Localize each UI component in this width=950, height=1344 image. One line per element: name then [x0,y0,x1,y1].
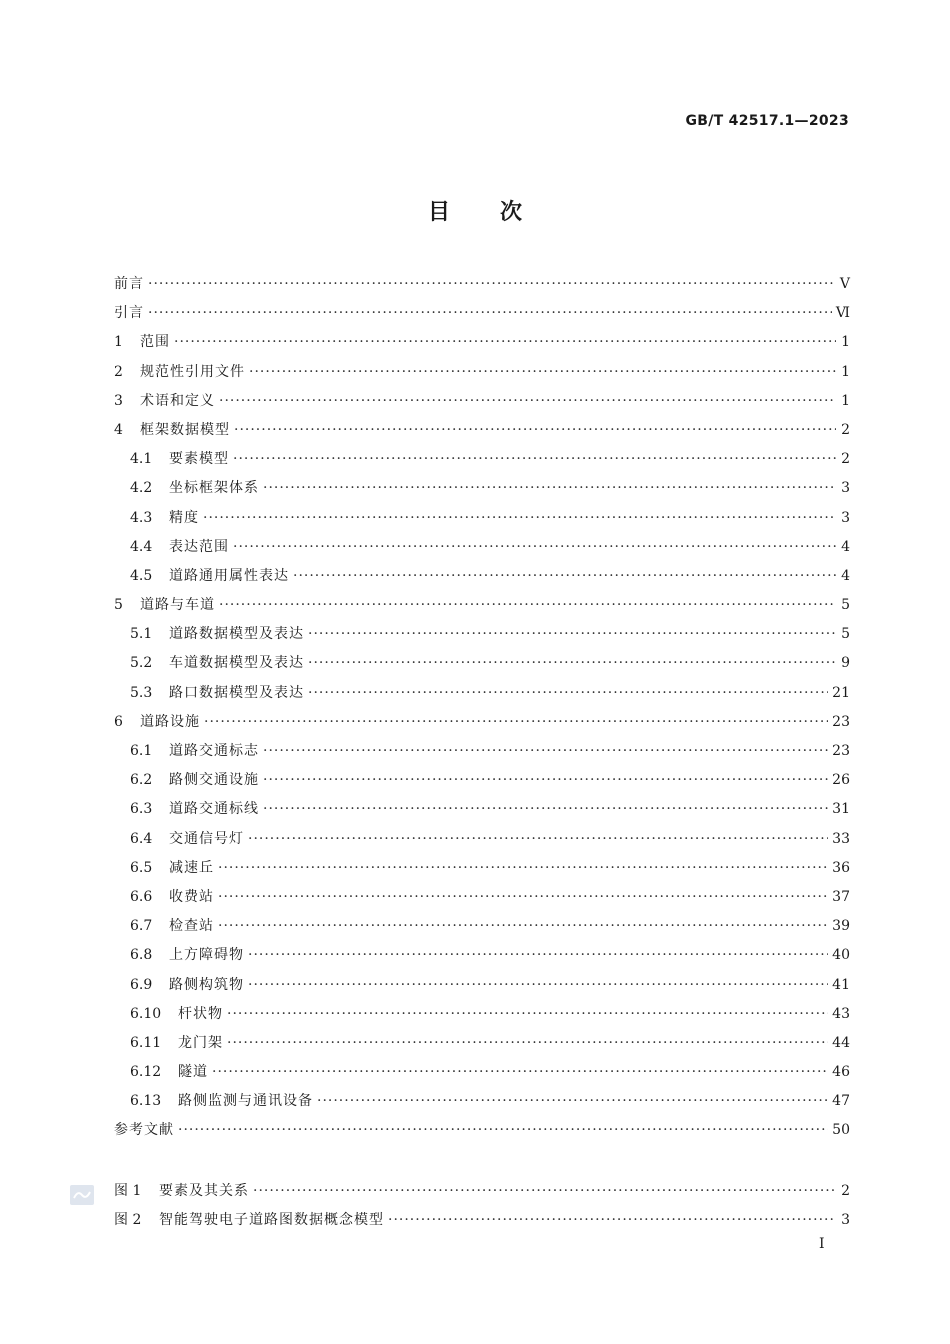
toc-entry[interactable] [114,1029,850,1058]
dot-leader [219,591,836,620]
toc-entry-label: 要素及其关系 [159,1183,249,1199]
toc-entry[interactable] [114,1087,850,1116]
toc-entry-label: 交通信号灯 [169,830,244,847]
toc-entry-label: 路侧交通设施 [169,772,259,789]
toc-entry-label: 术语和定义 [140,392,215,409]
toc-entry-number: 6.12 [130,1064,162,1081]
toc-entry-number: 6.8 [130,947,153,964]
toc-entry[interactable] [114,387,850,416]
toc-entry-number: 4.2 [130,480,153,497]
toc-entry-number: 4.3 [130,509,153,526]
toc-entry-page: Ⅵ [835,305,850,322]
toc-entry[interactable] [114,1206,850,1235]
toc-entry[interactable] [114,795,850,824]
dot-leader [219,387,836,416]
toc-entry-page: 2 [841,451,850,468]
toc-entry-page: 3 [841,1212,850,1229]
toc-entry-number: 1 [114,334,123,351]
toc-entry-number: 6.7 [130,918,153,935]
toc-entry-page: 3 [841,480,850,497]
dot-leader [263,795,828,824]
toc-entry-label: 表达范围 [169,538,229,555]
toc-entry[interactable] [114,562,850,591]
dot-leader [317,1087,828,1116]
toc-entry[interactable] [114,1116,850,1145]
toc-entry[interactable] [114,620,850,649]
dot-leader [148,270,836,299]
toc-entry-page: 5 [841,597,850,614]
toc-entry-number: 4.4 [130,538,153,555]
toc-entry-number: 6.2 [130,772,153,789]
toc-entry-page: 1 [841,363,850,380]
toc-entry[interactable] [114,474,850,503]
toc-entry-page: 36 [832,859,850,876]
toc-entry-label: 框架数据模型 [140,421,230,438]
toc-entry[interactable] [114,737,850,766]
toc-entry-page: 31 [832,801,850,818]
toc-entry-label: 规范性引用文件 [140,363,245,380]
toc-entry-label: 车道数据模型及表达 [169,655,304,672]
toc-entry-label: 路侧构筑物 [169,976,244,993]
toc-entry-page: 26 [832,772,850,789]
page-title: 目次 [427,200,572,225]
toc-entry[interactable] [114,591,850,620]
dot-leader [233,533,836,562]
toc-entry-page: 2 [841,1183,850,1199]
dot-leader [308,649,836,678]
toc-entry[interactable] [114,445,850,474]
dot-leader [218,883,828,912]
toc-entry-label: 前言 [114,276,144,292]
toc-entry-number: 6.4 [130,830,153,847]
toc-entry[interactable] [114,328,850,357]
toc-entry-number: 5.3 [130,684,153,701]
toc-entry[interactable] [114,504,850,533]
toc-entry-page: 39 [832,918,850,935]
toc-entry-page: 41 [832,976,850,993]
toc-entry-label: 道路与车道 [140,597,215,614]
dot-leader [253,1177,836,1206]
toc-entry-label: 范围 [140,334,170,351]
dot-leader [212,1058,828,1087]
toc-entry[interactable] [114,708,850,737]
toc-entry-number: 6.9 [130,976,153,993]
toc-entry-number: 6.6 [130,888,153,905]
dot-leader [248,941,828,970]
dot-leader [178,1116,828,1145]
toc-entry-page: Ⅴ [839,276,850,292]
toc-entry-label: 隧道 [178,1064,208,1081]
toc-entry-page: 23 [832,713,850,730]
toc-entry-label: 检查站 [169,918,214,935]
toc-entry-label: 引言 [114,305,144,322]
toc-entry-label: 坐标框架体系 [169,480,259,497]
toc-entry-page: 47 [832,1093,850,1110]
toc-entry-page: 4 [841,538,850,555]
toc-entry-number: 图 2 [114,1212,142,1229]
toc-entry[interactable] [114,1058,850,1087]
dot-leader [263,474,836,503]
toc-entry-label: 龙门架 [178,1034,223,1051]
toc-entry-number: 5.2 [130,655,153,672]
toc-entry-number: 3 [114,392,123,409]
toc-entry-label: 上方障碍物 [169,947,244,964]
toc-entry[interactable] [114,533,850,562]
toc-entry-label: 路侧监测与通讯设备 [178,1093,313,1110]
toc-entry-label: 杆状物 [178,1005,223,1022]
toc-entry[interactable] [114,679,850,708]
toc-entry-label: 参考文献 [114,1122,174,1139]
toc-entry-number: 4 [114,421,123,438]
toc-entry-page: 46 [832,1064,850,1081]
dot-leader [148,299,832,328]
toc-entry-page: 21 [832,684,850,701]
dot-leader [293,562,836,591]
figure-list [114,1177,850,1235]
toc-entry-number: 图 1 [114,1183,142,1199]
toc-entry-label: 智能驾驶电子道路图数据概念模型 [159,1212,384,1229]
toc-entry-page: 4 [841,567,850,584]
toc-entry-label: 减速丘 [169,859,214,876]
toc-entry-page: 44 [832,1034,850,1051]
toc-entry[interactable] [114,971,850,1000]
dot-leader [308,679,828,708]
sac-logo-icon [69,1184,95,1206]
toc-entry-label: 道路通用属性表达 [169,567,289,584]
dot-leader [227,1029,828,1058]
toc-entry[interactable] [114,941,850,970]
toc-entry-number: 2 [114,363,123,380]
toc-entry[interactable] [114,854,850,883]
toc-entry-number: 6.13 [130,1093,162,1110]
toc-entry-number: 6 [114,713,123,730]
toc-entry-page: 1 [841,392,850,409]
toc-entry-page: 43 [832,1005,850,1022]
toc-entry-number: 4.1 [130,451,153,468]
toc-entry-page: 9 [841,655,850,672]
toc-entry-number: 6.10 [130,1005,162,1022]
toc-entry-label: 收费站 [169,888,214,905]
dot-leader [204,708,828,737]
dot-leader [249,358,836,387]
toc-entry-page: 50 [832,1122,850,1139]
toc-entry-label: 道路数据模型及表达 [169,626,304,643]
toc-entry-label: 道路设施 [140,713,200,730]
toc-entry[interactable] [114,358,850,387]
dot-leader [218,912,828,941]
dot-leader [203,504,836,533]
dot-leader [248,971,828,1000]
toc-entry-number: 6.3 [130,801,153,818]
toc-entry-number: 6.1 [130,743,153,759]
dot-leader [227,1000,828,1029]
toc-entry-number: 4.5 [130,567,153,584]
toc-entry[interactable] [114,649,850,678]
toc-entry-number: 6.11 [130,1034,162,1051]
toc-entry-label: 要素模型 [169,451,229,468]
toc-entry-page: 23 [832,743,850,759]
dot-leader [248,825,828,854]
toc-entry-label: 精度 [169,509,199,526]
toc-entry-page: 5 [841,626,850,643]
dot-leader [218,854,828,883]
dot-leader [388,1206,836,1235]
toc-entry-page: 2 [841,421,850,438]
toc-entry-label: 路口数据模型及表达 [169,684,304,701]
toc-entry[interactable] [114,766,850,795]
standard-code: GB/T 42517.1—2023 [685,113,849,129]
dot-leader [263,766,828,795]
dot-leader [234,416,836,445]
toc-entry-label: 道路交通标线 [169,801,259,818]
dot-leader [263,737,828,766]
toc-entry-number: 5 [114,597,123,614]
toc-entry-page: 37 [832,888,850,905]
dot-leader [174,328,836,357]
toc-entry[interactable] [114,1000,850,1029]
table-of-contents [114,270,850,1146]
toc-entry-number: 5.1 [130,626,153,643]
toc-entry-page: 40 [832,947,850,964]
page-number: I [819,1236,825,1252]
toc-entry[interactable] [114,270,850,299]
dot-leader [233,445,836,474]
toc-entry[interactable] [114,299,850,328]
toc-entry[interactable] [114,416,850,445]
toc-entry[interactable] [114,825,850,854]
toc-entry-page: 33 [832,830,850,847]
toc-entry-number: 6.5 [130,859,153,876]
toc-entry[interactable] [114,1177,850,1206]
toc-entry-label: 道路交通标志 [169,743,259,759]
toc-entry-page: 3 [841,509,850,526]
toc-entry-page: 1 [841,334,850,351]
toc-entry[interactable] [114,912,850,941]
dot-leader [308,620,836,649]
toc-entry[interactable] [114,883,850,912]
